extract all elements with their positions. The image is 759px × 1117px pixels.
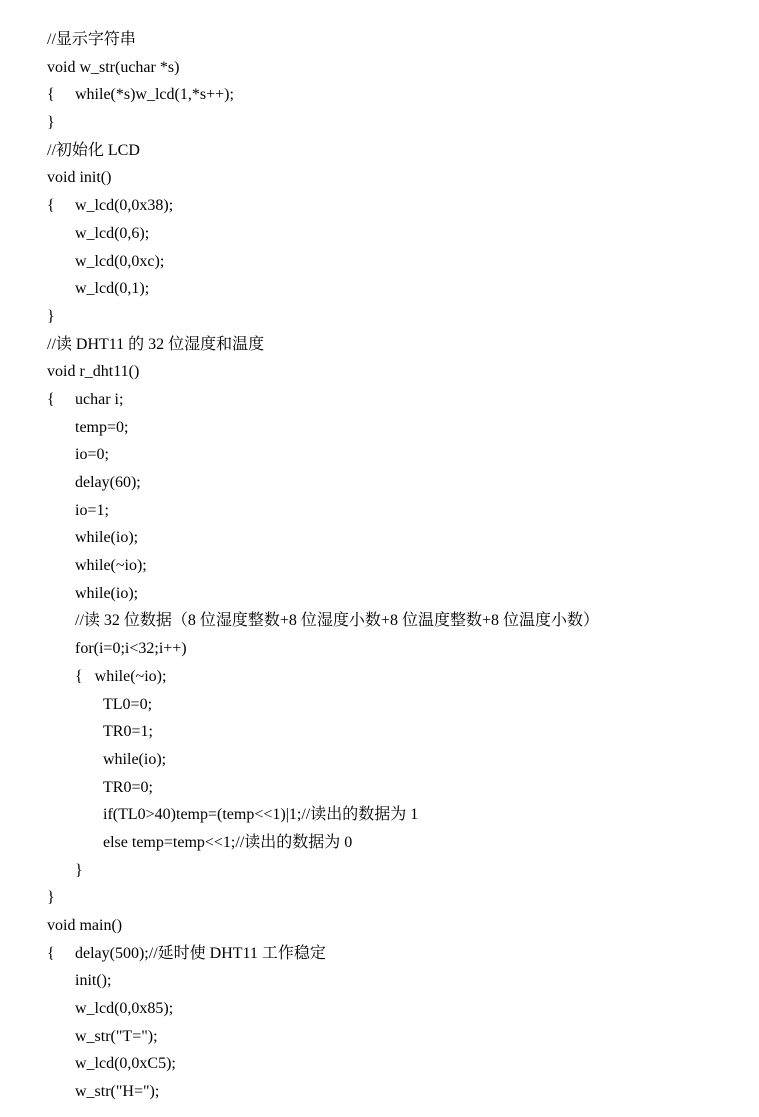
code-line — [0, 414, 759, 442]
code-text: else temp=temp<<1;//读出的数据为 0 — [103, 833, 353, 851]
code-line — [0, 635, 759, 663]
code-line — [0, 912, 759, 940]
code-line — [0, 995, 759, 1023]
open-brace: { — [47, 390, 55, 408]
code-line — [0, 137, 759, 165]
code-text: TR0=1; — [103, 723, 153, 741]
code-text: void main() — [47, 917, 123, 934]
code-text: w_lcd(0,1); — [75, 280, 150, 298]
code-line — [0, 81, 759, 109]
code-line — [0, 857, 759, 885]
code-line — [0, 248, 759, 276]
code-line — [0, 109, 759, 137]
code-line — [0, 192, 759, 220]
code-text: w_lcd(0,6); — [75, 224, 150, 242]
code-line — [0, 358, 759, 386]
code-text: w_str("T="); — [75, 1027, 158, 1045]
code-line — [0, 54, 759, 82]
code-line — [0, 1050, 759, 1078]
code-line — [0, 580, 759, 608]
code-line — [0, 663, 759, 691]
open-brace: { — [47, 86, 55, 104]
code-line — [0, 746, 759, 774]
code-text: TL0=0; — [103, 695, 153, 713]
code-text: io=1; — [75, 501, 109, 519]
code-line — [0, 691, 759, 719]
code-line — [0, 497, 759, 525]
code-text: } — [75, 861, 83, 879]
code-text: init(); — [75, 972, 112, 990]
code-text: } — [47, 889, 55, 907]
code-line — [0, 718, 759, 746]
code-line — [0, 801, 759, 829]
code-line — [0, 275, 759, 303]
code-text: //读 32 位数据（8 位湿度整数+8 位湿度小数+8 位温度整数+8 位温度小数） — [75, 612, 599, 630]
code-text: TR0=0; — [103, 778, 153, 796]
open-brace: { — [47, 944, 55, 962]
code-text: while(io); — [75, 529, 139, 547]
code-line — [0, 164, 759, 192]
code-text: //显示字符串 — [47, 31, 136, 48]
code-text: w_str("H="); — [75, 1083, 160, 1101]
code-text: //初始化 LCD — [47, 141, 140, 159]
code-text: //读 DHT11 的 32 位湿度和温度 — [47, 335, 265, 353]
code-text: void w_str(uchar *s) — [47, 58, 180, 76]
code-text: for(i=0;i<32;i++) — [75, 640, 187, 658]
code-line — [0, 386, 759, 414]
code-text: } — [47, 114, 55, 132]
code-text: w_lcd(0,0x85); — [75, 1000, 174, 1018]
code-line — [0, 940, 759, 968]
code-text: while(*s)w_lcd(1,*s++); — [75, 86, 234, 104]
code-line — [0, 1078, 759, 1106]
code-line — [0, 303, 759, 331]
code-line — [0, 829, 759, 857]
code-text: if(TL0>40)temp=(temp<<1)|1;//读出的数据为 1 — [103, 806, 419, 824]
code-line — [0, 441, 759, 469]
code-text: delay(60); — [75, 474, 141, 491]
code-text: w_lcd(0,0xc); — [75, 252, 165, 270]
code-line — [0, 774, 759, 802]
code-line — [0, 607, 759, 635]
code-line — [0, 26, 759, 54]
code-text: uchar i; — [75, 390, 124, 408]
code-text: { while(~io); — [75, 667, 167, 685]
code-line — [0, 1023, 759, 1051]
code-text: w_lcd(0,0xC5); — [75, 1055, 176, 1073]
code-text: while(~io); — [75, 557, 147, 575]
code-text: void r_dht11() — [47, 363, 140, 381]
code-text: temp=0; — [75, 418, 129, 436]
code-line — [0, 331, 759, 359]
open-brace: { — [47, 197, 55, 215]
code-line — [0, 967, 759, 995]
code-text: w_lcd(0,0x38); — [75, 197, 174, 215]
code-line — [0, 469, 759, 497]
code-line — [0, 884, 759, 912]
code-text: void init() — [47, 169, 112, 187]
code-listing — [0, 26, 759, 1106]
code-line — [0, 524, 759, 552]
code-line — [0, 552, 759, 580]
code-text: } — [47, 307, 55, 325]
code-text: io=0; — [75, 446, 109, 464]
code-text: delay(500);//延时使 DHT11 工作稳定 — [75, 944, 326, 962]
code-text: while(io); — [75, 584, 139, 602]
code-line — [0, 220, 759, 248]
code-text: while(io); — [103, 750, 167, 768]
